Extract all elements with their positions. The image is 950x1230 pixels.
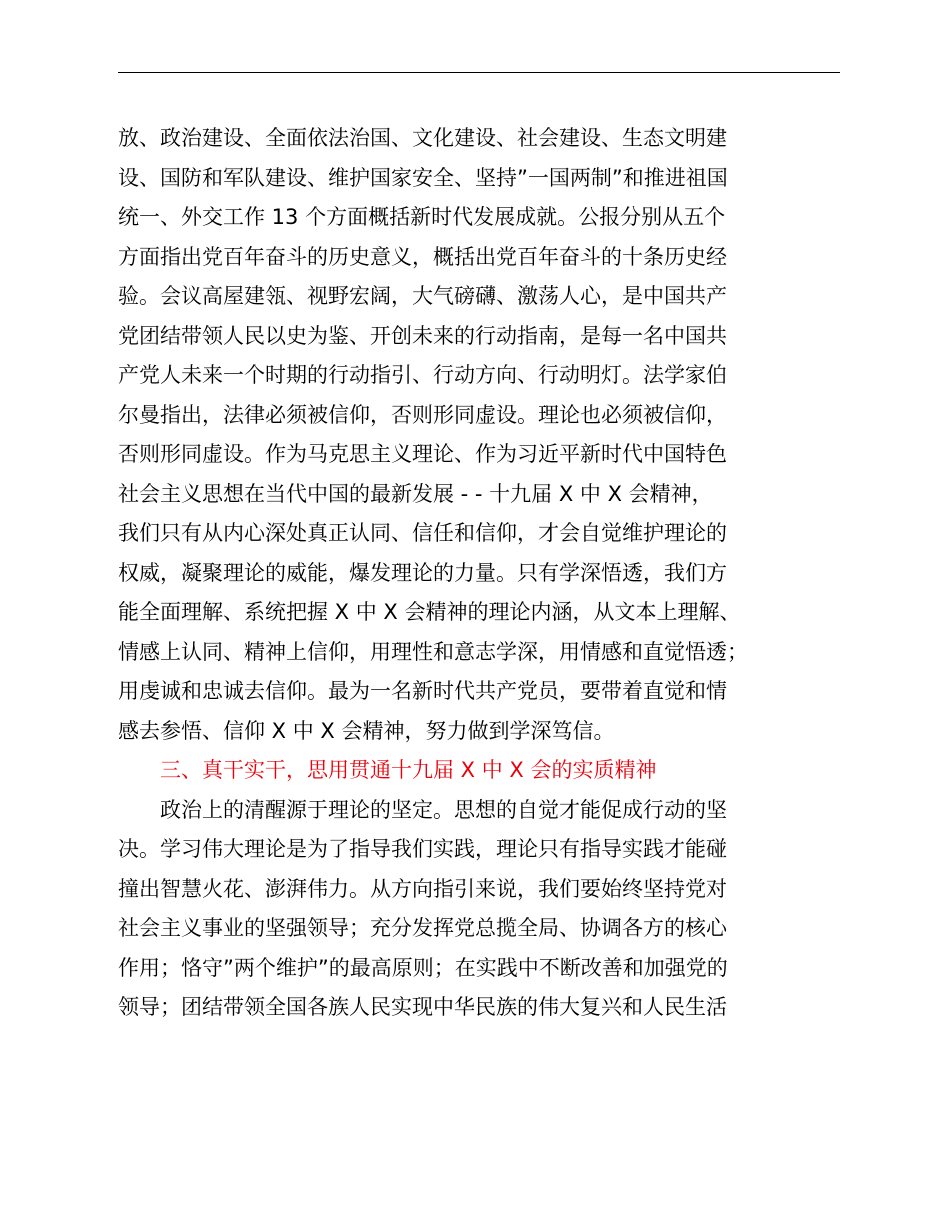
body-line: 方面指出党百年奋斗的历史意义，概括出党百年奋斗的十条历史经 [118, 244, 727, 269]
body-line: 产党人未来一个时期的行动指引、行动方向、行动明灯。法学家伯 [118, 363, 727, 387]
body-line: 尔曼指出，法律必须被信仰，否则形同虚设。理论也必须被信仰， [118, 402, 727, 427]
header-rule [118, 72, 840, 73]
body-line: 设、国防和军队建设、维护国家安全、坚持”一国两制”和推进祖国 [118, 165, 728, 190]
body-line: 验。会议高屋建瓴、视野宏阔，大气磅礴、激荡人心，是中国共产 [118, 284, 727, 308]
body-line: 否则形同虚设。作为马克思主义理论、作为习近平新时代中国特色 [118, 442, 727, 466]
body-line: 社会主义思想在当代中国的最新发展 - - 十九届 X 中 X 会精神， [118, 481, 713, 506]
body-line: 撞出智慧火花、澎湃伟力。从方向指引来说，我们要始终坚持党对 [118, 876, 727, 901]
body-line: 决。学习伟大理论是为了指导我们实践，理论只有指导实践才能碰 [118, 837, 727, 861]
body-line: 感去参悟、信仰 X 中 X 会精神，努力做到学深笃信。 [118, 718, 615, 743]
body-line: 权威，凝聚理论的威能，爆发理论的力量。只有学深悟透，我们方 [118, 560, 727, 585]
body-line: 政治上的清醒源于理论的坚定。思想的自觉才能促成行动的坚 [118, 797, 727, 822]
body-line: 社会主义事业的坚强领导；充分发挥党总揽全局、协调各方的核心 [118, 916, 727, 940]
body-line: 我们只有从内心深处真正认同、信任和信仰，才会自觉维护理论的 [118, 521, 727, 545]
body-line: 领导；团结带领全国各族人民实现中华民族的伟大复兴和人民生活 [118, 995, 727, 1019]
body-line: 能全面理解、系统把握 X 中 X 会精神的理论内涵，从文本上理解、 [118, 600, 741, 624]
body-line: 用虔诚和忠诚去信仰。最为一名新时代共产党员，要带着直觉和情 [118, 679, 727, 703]
body-line: 放、政治建设、全面依法治国、文化建设、社会建设、生态文明建 [118, 126, 727, 150]
body-line: 情感上认同、精神上信仰，用理性和意志学深，用情感和直觉悟透； [118, 639, 748, 664]
section-heading: 三、真干实干，思用贯通十九届 X 中 X 会的实质精神 [118, 758, 657, 782]
body-line: 党团结带领人民以史为鉴、开创未来的行动指南，是每一名中国共 [118, 323, 727, 348]
document-body [118, 119, 878, 1028]
body-line: 作用；恪守”两个维护”的最高原则；在实践中不断改善和加强党的 [118, 955, 728, 980]
body-line: 统一、外交工作 13 个方面概括新时代发展成就。公报分别从五个 [118, 205, 726, 229]
